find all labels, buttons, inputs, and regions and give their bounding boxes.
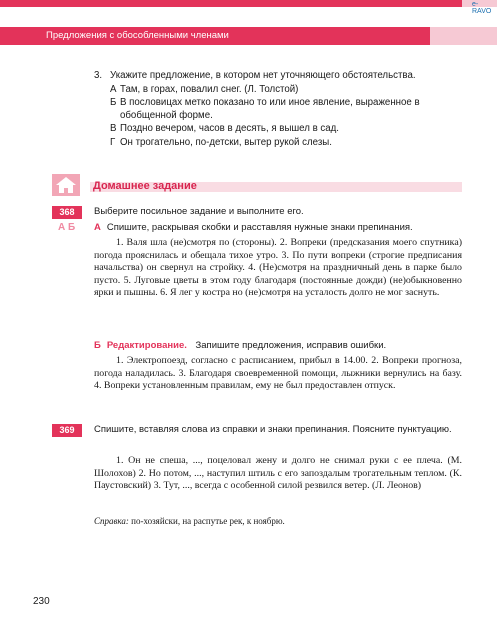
option-c — [96, 123, 468, 136]
house-icon — [52, 174, 80, 196]
task-369-underline — [52, 436, 82, 437]
question-3 — [96, 70, 468, 149]
option-text: Поздно вечером, часов в десять, я вышел в сад. — [120, 123, 339, 134]
part-b-letter: Б — [94, 340, 101, 351]
task-368-number: 368 — [52, 206, 82, 218]
top-bar-pink — [0, 0, 462, 7]
option-letter: Г — [110, 136, 116, 148]
page-number: 230 — [33, 596, 50, 607]
option-d — [96, 137, 468, 150]
corner-logo: e-RAVO — [472, 1, 492, 15]
part-a-text: 1. Валя шла (не)смотря по (стороны). 2. Вопреки (предсказания моего спутника) погода прояснилась и обещала тихое утро. 3. По пути вопреки (строгие предписания начальства) он свернул на стройку. 4. (Не)смотря на праздничный день в парке было пусто. 5. Луговые цветы в этом году благодаря (постоянные дожди) (не)обыкновенно ярки и пышны. 6. Я лег у костра но (не)смотря на усталость долго не мог заснуть. — [94, 237, 462, 298]
part-b-title: Редактирование. — [106, 340, 187, 351]
reference-note — [94, 516, 285, 526]
chapter-header — [0, 27, 430, 45]
reference-label: Справка: — [94, 516, 129, 526]
option-letter: Б — [110, 97, 117, 108]
part-a-instruction: Спишите, раскрывая скобки и расставляя нужные знаки препинания. — [106, 222, 413, 233]
option-a — [96, 84, 468, 97]
option-letter: А — [110, 83, 117, 95]
part-b-heading — [94, 340, 386, 351]
reference-text: по-хозяйски, на распутье рек, к ноябрю. — [131, 516, 285, 526]
chapter-title: Предложения с обособленными членами — [46, 30, 229, 41]
top-color-bar — [0, 0, 497, 7]
spelling-icon: А Б — [58, 222, 76, 233]
option-text: Он трогательно, по-детски, вытер рукой слезы. — [120, 136, 332, 148]
chapter-header-extension — [430, 27, 497, 45]
task-368-underline — [52, 218, 82, 219]
option-b — [96, 97, 468, 122]
option-letter: В — [110, 123, 117, 134]
task-369-instruction: Спишите, вставляя слова из справки и знаки препинания. Поясните пунктуацию. — [94, 424, 452, 435]
part-a-heading — [94, 222, 413, 233]
question-text: Укажите предложение, в котором нет уточняющего обстоятельства. — [110, 70, 416, 81]
question-number: 3. — [94, 70, 103, 81]
option-text: В пословицах метко показано то или иное явление, выраженное в обобщенной форме. — [120, 97, 420, 121]
homework-title: Домашнее задание — [93, 180, 197, 192]
task-369-number: 369 — [52, 424, 82, 436]
task-369-text: 1. Он не спеша, ..., поцеловал жену и долго не снимал руки с ее плеча. (М. Шолохов) 2. Но потом, ..., наступил штиль с его запоздалым трогательным теплом. (К. Паустовский) 3. Тут, ..., всегда с особенной силой резвился ветер. (Л. Леонов) — [94, 455, 462, 491]
option-text: Там, в горах, повалил снег. (Л. Толстой) — [120, 83, 299, 95]
part-b-instruction: Запишите предложения, исправив ошибки. — [195, 340, 387, 351]
part-b-text: 1. Электропоезд, согласно с расписанием, прибыл в 14.00. 2. Вопреки прогноза, погода наладилась. 3. Благодаря своевременной помощи, лыжники вернулись на базу. 4. Вопреки установленным правилам, ему не был предоставлен отпуск. — [94, 355, 462, 391]
part-a-letter: А — [94, 222, 101, 233]
task-368-instruction: Выберите посильное задание и выполните его. — [94, 206, 304, 217]
